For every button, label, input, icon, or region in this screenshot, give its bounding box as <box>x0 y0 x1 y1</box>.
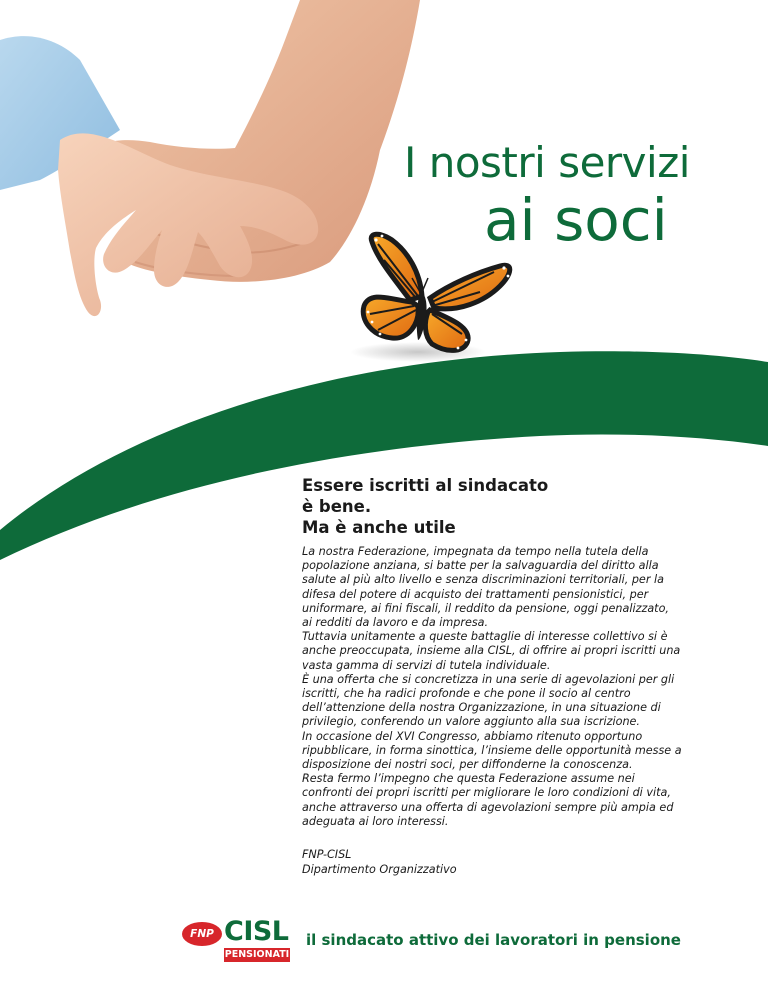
body-paragraph: Resta fermo l’impegno che questa Federazione assume nei confronti dei propri iscritti per migliorare le loro condizioni di vita, anche attraverso una offerta di agevolazioni sempre più ampia ed adeguata ai loro interessi. <box>302 772 674 828</box>
body-paragraph: Tuttavia unitamente a queste battaglie di interesse collettivo si è anche preoccupata, insieme alla CISL, di offrire ai propri iscritti una vasta gamma di servizi di tutela individuale. <box>302 630 681 672</box>
fnp-cisl-logo <box>182 916 292 966</box>
headline-line: è bene. <box>302 497 372 516</box>
signature <box>302 848 457 877</box>
fnp-badge: FNP <box>182 922 222 946</box>
body-paragraph: La nostra Federazione, impegnata da tempo nella tutela della popolazione anziana, si batte per la salvaguardia del diritto alla salute al più alto livello e senza discriminazioni territoriali, per la difesa del potere di acquisto dei trattamenti pensionistici, per uniformare, ai fini fiscali, il reddito da pensione, oggi penalizzato, ai redditi da lavoro e da impresa. <box>302 545 669 630</box>
headline-line: Essere iscritti al sindacato <box>302 476 549 495</box>
body-paragraph: È una offerta che si concretizza in una serie di agevolazioni per gli iscritti, che ha radici profonde e che pone il socio al centro dell’attenzione della nostra Organizzazione, in una situazione di privilegio, conferendo un valore aggiunto alla sua iscrizione. <box>302 672 675 729</box>
tagline: il sindacato attivo dei lavoratori in pensione <box>306 931 681 949</box>
page-title-line1: I nostri servizi <box>404 138 690 187</box>
headline <box>302 475 702 538</box>
headline-line: Ma è anche utile <box>302 518 456 537</box>
cisl-wordmark: CISL <box>224 916 289 947</box>
page-title-line2: ai soci <box>484 186 668 254</box>
signature-org: FNP-CISL <box>302 848 352 861</box>
body-text <box>302 545 682 829</box>
body-paragraph: In occasione del XVI Congresso, abbiamo ritenuto opportuno ripubblicare, in forma sinottica, l’insieme delle opportunità messe a disposizione dei nostri soci, per diffonderne la conoscenza. <box>302 729 682 772</box>
signature-dept: Dipartimento Organizzativo <box>302 862 457 876</box>
pensionati-label: PENSIONATI <box>224 949 290 960</box>
